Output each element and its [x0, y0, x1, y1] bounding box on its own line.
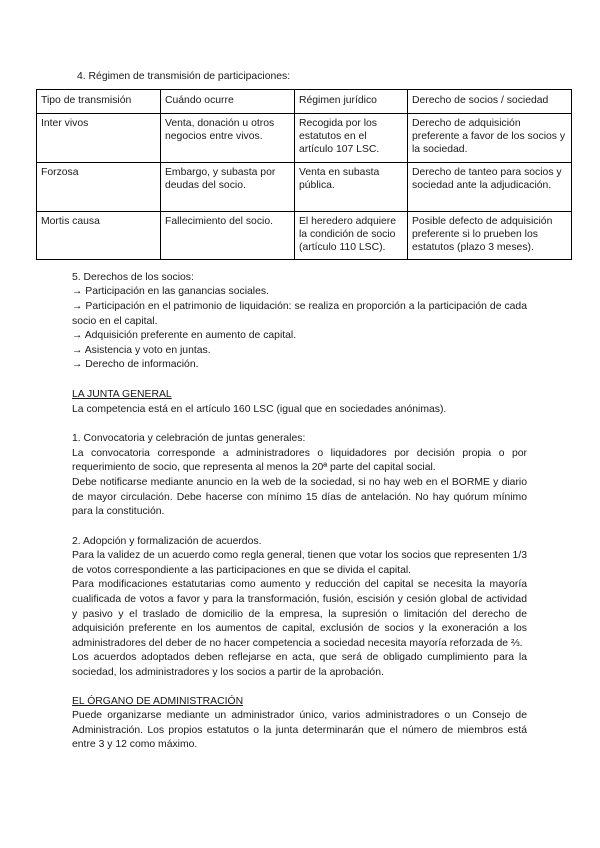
junta-heading: LA JUNTA GENERAL	[72, 388, 172, 400]
table-row	[37, 163, 572, 212]
list-item: → Participación en las ganancias sociales.	[72, 286, 269, 298]
list-item: → Asistencia y voto en juntas.	[72, 344, 211, 356]
list-item: → Derecho de información.	[72, 359, 199, 371]
junta-intro: La competencia está en el artículo 160 LSC (igual que en sociedades anónimas).	[72, 403, 447, 415]
table-cell: Venta, donación u otros negocios entre vivos.	[161, 114, 295, 163]
junta-section	[72, 388, 527, 681]
list-item: → Participación en el patrimonio de liquidación: se realiza en proporción a la participación de cada socio en el capital.	[72, 300, 527, 327]
table-cell: Posible defecto de adquisición preferente si lo prueben los estatutos (plazo 3 meses).	[408, 212, 572, 259]
table-cell: Fallecimiento del socio.	[161, 212, 295, 259]
table-row	[37, 114, 572, 163]
table-cell: Derecho de tanteo para socios y sociedad ante la adjudicación.	[408, 163, 572, 212]
table-cell: Embargo, y subasta por deudas del socio.	[161, 163, 295, 212]
organo-section	[72, 695, 527, 753]
table-cell: El heredero adquiere la condición de socio (artículo 110 LSC).	[295, 212, 408, 259]
table-cell: Forzosa	[37, 163, 161, 212]
list-item: → Adquisición preferente en aumento de capital.	[72, 330, 297, 342]
table-cell: Recogida por los estatutos en el artículo 107 LSC.	[295, 114, 408, 163]
acuerdos-title: 2. Adopción y formalización de acuerdos.	[72, 535, 262, 547]
convocatoria-title: 1. Convocatoria y celebración de juntas generales:	[72, 433, 306, 445]
section-5-title: 5. Derechos de los socios:	[72, 271, 194, 283]
transmission-table	[36, 89, 572, 260]
paragraph: Para modificaciones estatutarias como aumento y reducción del capital se necesita la mayoría cualificada de votos a favor y para la transformación, fusión, escisión y cesión global de actividad y pasivo y el traslado de domicilio de la empresa, la supresión o limitación del derecho de adquisición preferente en los aumentos de capital, exclusión de socios y la exoneración a los administradores del deber de no hacer competencia a sociedad necesita mayoría reforzada de ⅔.	[72, 579, 527, 649]
table-header: Régimen jurídico	[295, 89, 408, 114]
paragraph: Los acuerdos adoptados deben reflejarse en acta, que será de obligado cumplimiento para la sociedad, los administradores y los socios a partir de la aprobación.	[72, 652, 527, 679]
document-page	[41, 70, 566, 753]
paragraph: La convocatoria corresponde a administradores o liquidadores por decisión propia o por requerimiento de socio, que representa al menos la 20ª parte del capital social.	[72, 447, 527, 474]
table-header: Cuándo ocurre	[161, 89, 295, 114]
table-cell: Inter vivos	[37, 114, 161, 163]
organo-heading: EL ÓRGANO DE ADMINISTRACIÓN	[72, 695, 244, 707]
table-cell: Mortis causa	[37, 212, 161, 259]
table-header: Tipo de transmisión	[37, 89, 161, 114]
table-row	[37, 212, 572, 259]
table-cell: Derecho de adquisición preferente a favor de los socios y la sociedad.	[408, 114, 572, 163]
paragraph: Para la validez de un acuerdo como regla general, tienen que votar los socios que representen 1/3 de votos correspondiente a las participaciones en que se divida el capital.	[72, 550, 527, 576]
paragraph: Puede organizarse mediante un administrador único, varios administradores o un Consejo de Administración. Los propios estatutos o la junta determinarán que el número de miembros está entre 3 y 12 como máximo.	[72, 710, 527, 751]
paragraph: Debe notificarse mediante anuncio en la web de la sociedad, si no hay web en el BORME y diario de mayor circulación. Debe hacerse con mínimo 15 días de antelación. No hay quórum mínimo para la constitución.	[72, 476, 527, 518]
section-5	[72, 271, 527, 373]
table-header-row	[37, 89, 572, 114]
table-cell: Venta en subasta pública.	[295, 163, 408, 212]
table-header: Derecho de socios / sociedad	[408, 89, 572, 114]
section-4-title: 4. Régimen de transmisión de participaciones:	[77, 71, 291, 82]
